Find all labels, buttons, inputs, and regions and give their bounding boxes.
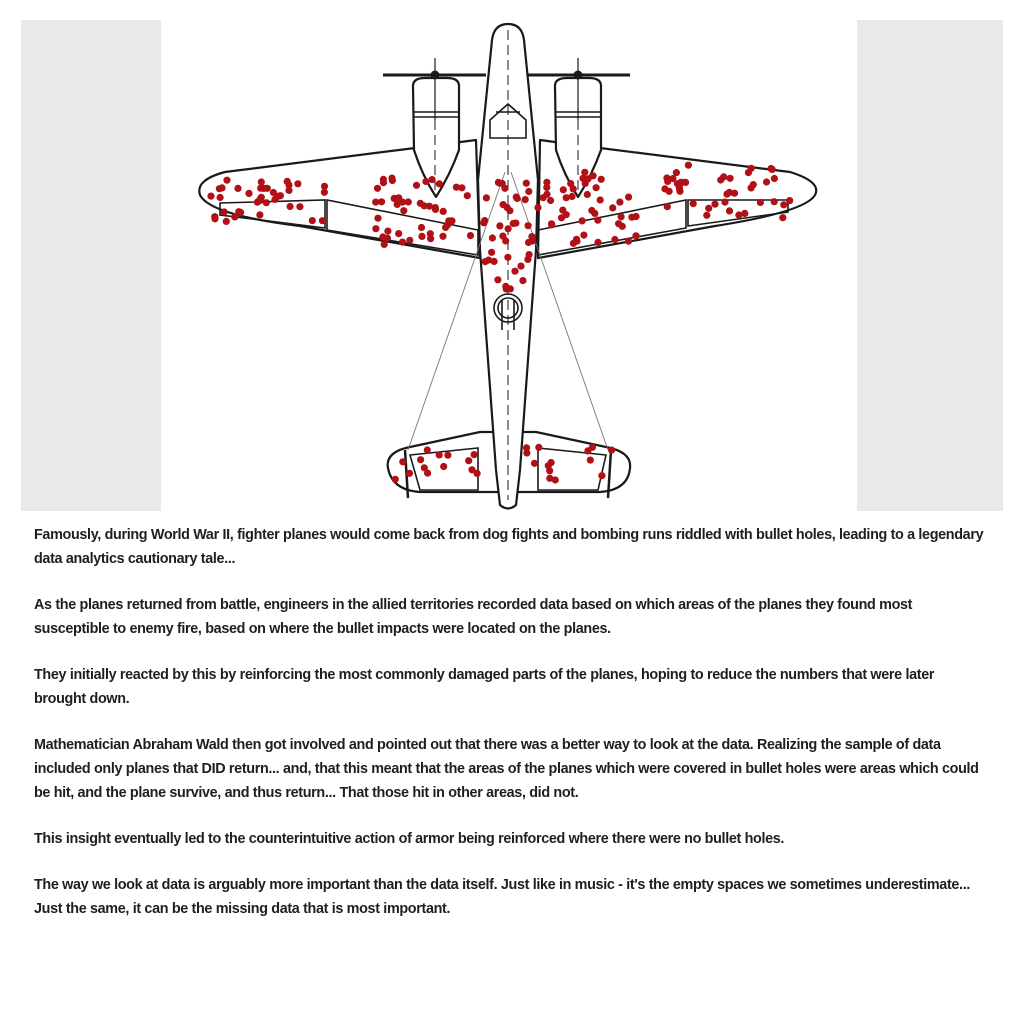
bullet-hole	[584, 191, 591, 198]
bullet-hole	[395, 230, 402, 237]
bullet-hole	[579, 217, 586, 224]
bullet-hole	[374, 215, 381, 222]
bullet-hole	[287, 203, 294, 210]
bullet-hole	[500, 201, 507, 208]
bullet-hole	[685, 162, 692, 169]
bullet-hole	[296, 203, 303, 210]
bullet-hole	[384, 228, 391, 235]
bullet-hole	[547, 197, 554, 204]
bullet-hole	[432, 206, 439, 213]
bullet-hole	[391, 195, 398, 202]
bullet-hole	[721, 199, 728, 206]
bullet-hole	[489, 234, 496, 241]
bullet-hole	[525, 188, 532, 195]
bullet-hole	[485, 257, 492, 264]
bullet-hole	[235, 208, 242, 215]
bullet-hole	[285, 187, 292, 194]
bullet-hole	[467, 232, 474, 239]
bullet-hole	[616, 199, 623, 206]
bullet-hole	[763, 178, 770, 185]
bullet-hole	[223, 177, 230, 184]
bullet-hole	[632, 232, 639, 239]
bullet-hole	[588, 207, 595, 214]
bullet-hole	[277, 192, 284, 199]
bullet-hole	[258, 178, 265, 185]
left-gray-panel	[21, 20, 161, 511]
bullet-hole	[440, 463, 447, 470]
bullet-hole	[703, 212, 710, 219]
bullet-hole	[598, 176, 605, 183]
bullet-hole	[378, 198, 385, 205]
bullet-hole	[535, 444, 542, 451]
bullet-hole	[611, 236, 618, 243]
bullet-hole	[381, 241, 388, 248]
bullet-hole	[673, 169, 680, 176]
bullet-hole	[598, 472, 605, 479]
paragraph-abraham-wald: Mathematician Abraham Wald then got involved and pointed out that there was a better way to look at the data. Realizing the sample of data included only planes that DID return... and, that this meant that the areas of the planes which were covered in bullet holes were areas which could be hit, and the plane survive, and thus return... That those hit in other areas, did not.	[34, 737, 979, 801]
bullet-hole	[633, 213, 640, 220]
bullet-hole	[418, 233, 425, 240]
bullet-hole	[748, 184, 755, 191]
bullet-hole	[413, 182, 420, 189]
bullet-hole	[207, 193, 214, 200]
bullet-hole	[439, 233, 446, 240]
bullet-hole	[453, 184, 460, 191]
bullet-hole	[510, 220, 517, 227]
bullet-hole	[424, 446, 431, 453]
bullet-hole	[218, 184, 225, 191]
paragraph-insight: This insight eventually led to the counterintuitive action of armor being reinforced where there were no bullet holes.	[34, 831, 785, 847]
bullet-hole	[552, 476, 559, 483]
bullet-hole	[234, 185, 241, 192]
bullet-hole	[735, 211, 742, 218]
bullet-hole	[593, 184, 600, 191]
right-gray-panel	[857, 20, 1003, 511]
bullet-hole	[445, 217, 452, 224]
bullet-hole	[221, 208, 228, 215]
bullet-hole	[309, 217, 316, 224]
bullet-hole	[503, 285, 510, 292]
bullet-hole	[666, 188, 673, 195]
bullet-hole	[517, 263, 524, 270]
bullet-hole	[618, 213, 625, 220]
bullet-hole	[406, 237, 413, 244]
paragraph-intro: Famously, during World War II, fighter planes would come back from dog fights and bombing runs riddled with bullet holes, leading to a legendary data analytics cautionary tale...	[34, 527, 984, 567]
bullet-hole	[270, 189, 277, 196]
bullet-hole	[506, 207, 513, 214]
paragraph-conclusion: The way we look at data is arguably more important than the data itself. Just like in music - it's the empty spaces we sometimes underestimate... Just the same, it can be the missing data that is most important.	[34, 877, 970, 917]
bullet-hole	[625, 238, 632, 245]
bullet-hole	[780, 201, 787, 208]
bullet-hole	[388, 175, 395, 182]
bullet-hole	[406, 470, 413, 477]
bullet-hole	[779, 214, 786, 221]
bullet-hole	[511, 268, 518, 275]
plane-diagram	[180, 15, 840, 515]
bullet-hole	[690, 200, 697, 207]
bullet-hole	[294, 180, 301, 187]
bullet-hole	[399, 199, 406, 206]
bullet-hole	[745, 169, 752, 176]
bullet-hole	[258, 194, 265, 201]
bullet-hole	[468, 466, 475, 473]
bullet-hole	[769, 166, 776, 173]
bullet-hole	[726, 207, 733, 214]
bullet-hole	[568, 193, 575, 200]
bullet-hole	[496, 222, 503, 229]
bullet-hole	[380, 179, 387, 186]
bullet-hole	[217, 194, 224, 201]
bullet-hole	[256, 211, 263, 218]
bullet-hole	[260, 185, 267, 192]
bullet-hole	[581, 169, 588, 176]
bullet-hole	[534, 204, 541, 211]
bullet-hole	[525, 222, 532, 229]
bullet-hole	[400, 207, 407, 214]
bullet-hole	[585, 175, 592, 182]
bullet-hole	[319, 217, 326, 224]
bullet-hole	[417, 200, 424, 207]
bullet-hole	[625, 194, 632, 201]
bullet-hole	[504, 254, 511, 261]
bullet-hole	[245, 190, 252, 197]
bullet-hole	[422, 178, 429, 185]
bullet-hole	[436, 451, 443, 458]
bullet-hole	[444, 452, 451, 459]
bullet-hole	[502, 237, 509, 244]
bullet-hole	[771, 175, 778, 182]
bullet-hole	[211, 215, 218, 222]
bullet-hole	[418, 224, 425, 231]
bullet-hole	[519, 277, 526, 284]
bullet-hole	[514, 195, 521, 202]
paragraph-initial-reaction: They initially reacted by this by reinforcing the most commonly damaged parts of the planes, hoping to reduce the numbers that were later brought down.	[34, 667, 935, 707]
bullet-hole	[548, 459, 555, 466]
bullet-hole	[436, 180, 443, 187]
bullet-hole	[480, 219, 487, 226]
bullet-hole	[757, 199, 764, 206]
bullet-hole	[417, 456, 424, 463]
bullet-hole	[580, 232, 587, 239]
bullet-hole	[427, 235, 434, 242]
bullet-hole	[426, 203, 433, 210]
bullet-hole	[619, 223, 626, 230]
bullet-hole	[483, 194, 490, 201]
bullet-hole	[594, 239, 601, 246]
article-body	[34, 523, 1004, 943]
bullet-hole	[464, 192, 471, 199]
bullet-hole	[717, 176, 724, 183]
bullet-hole	[471, 451, 478, 458]
bullet-hole	[543, 191, 550, 198]
bullet-hole	[560, 186, 567, 193]
bullet-hole	[223, 218, 230, 225]
bullet-hole	[505, 225, 512, 232]
bullet-hole	[531, 460, 538, 467]
bullet-hole	[567, 180, 574, 187]
bullet-hole	[522, 196, 529, 203]
bullet-hole	[374, 185, 381, 192]
bullet-hole	[523, 180, 530, 187]
bullet-hole	[587, 457, 594, 464]
bullet-hole	[525, 239, 532, 246]
bullet-hole	[594, 217, 601, 224]
bullet-hole	[465, 457, 472, 464]
bullet-hole	[711, 201, 718, 208]
bullet-hole	[543, 179, 550, 186]
bullet-hole	[570, 240, 577, 247]
bullet-hole	[723, 191, 730, 198]
bullet-hole	[499, 180, 506, 187]
bullet-hole	[524, 256, 531, 263]
bullet-hole	[321, 189, 328, 196]
paragraph-data-recorded: As the planes returned from battle, engineers in the allied territories recorded data based on which areas of the planes they found most susceptible to enemy fire, based on where the bullet impacts were located on the planes.	[34, 597, 913, 637]
bullet-hole	[664, 203, 671, 210]
bullet-hole	[494, 276, 501, 283]
bullet-hole	[608, 447, 615, 454]
bullet-hole	[399, 239, 406, 246]
bullet-hole	[421, 464, 428, 471]
bullet-hole	[676, 185, 683, 192]
bullet-hole	[384, 235, 391, 242]
bullet-hole	[548, 220, 555, 227]
bullet-hole	[372, 225, 379, 232]
bullet-hole	[429, 176, 436, 183]
bullet-hole	[523, 444, 530, 451]
bullet-hole	[786, 197, 793, 204]
bullet-hole	[609, 204, 616, 211]
bullet-hole	[771, 198, 778, 205]
bullet-hole	[440, 208, 447, 215]
bullet-hole	[727, 175, 734, 182]
bullet-hole	[488, 249, 495, 256]
bullet-hole	[597, 196, 604, 203]
bullet-hole	[399, 458, 406, 465]
bullet-hole	[392, 476, 399, 483]
bullet-hole	[559, 207, 566, 214]
bullet-hole	[705, 205, 712, 212]
bullet-hole	[584, 447, 591, 454]
